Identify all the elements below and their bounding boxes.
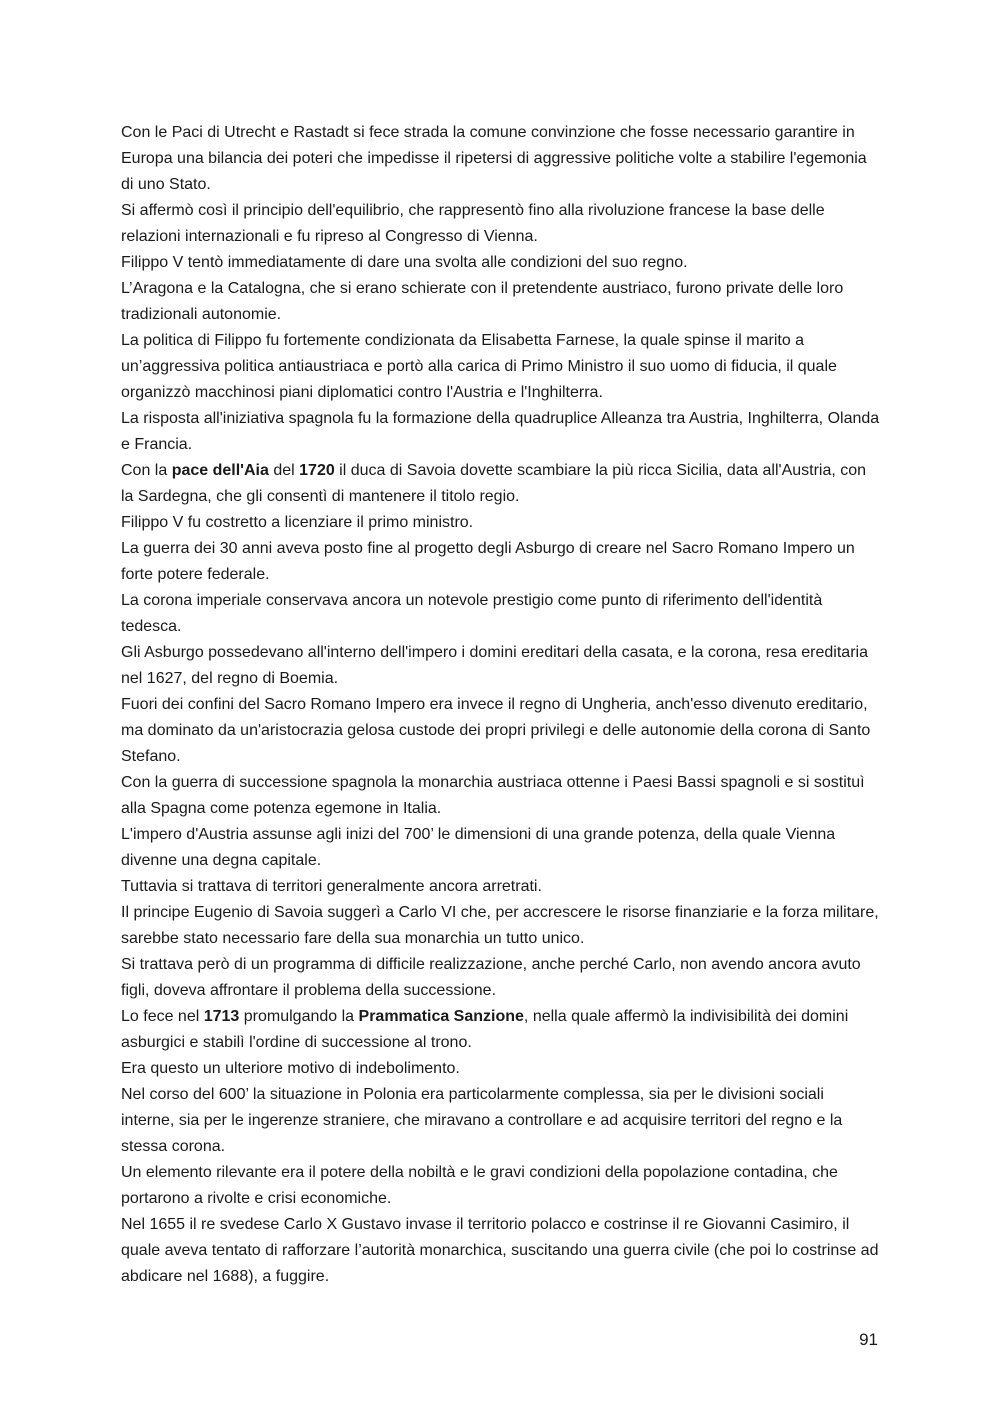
paragraph (121, 120, 881, 198)
paragraph (121, 1004, 881, 1056)
text-segment: Era questo un ulteriore motivo di indebolimento. (121, 1060, 460, 1077)
text-segment: Gli Asburgo possedevano all'interno dell'impero i domini ereditari della casata, e la corona, resa ereditaria nel 1627, del regno di Boemia. (121, 644, 868, 687)
paragraph (121, 1212, 881, 1290)
text-segment: Lo fece nel (121, 1008, 204, 1025)
paragraph (121, 1082, 881, 1160)
paragraph (121, 198, 881, 250)
text-segment: Tuttavia si trattava di territori generalmente ancora arretrati. (121, 878, 542, 895)
bold-text: 1720 (299, 462, 335, 479)
text-segment: Nel 1655 il re svedese Carlo X Gustavo invase il territorio polacco e costrinse il re Giovanni Casimiro, il quale aveva tentato di rafforzare l’autorità monarchica, suscitando una guerra civile (che poi lo costrinse ad abdicare nel 1688), a fuggire. (121, 1216, 879, 1285)
text-segment: Si affermò così il principio dell'equilibrio, che rappresentò fino alla rivoluzione francese la base delle relazioni internazionali e fu ripreso al Congresso di Vienna. (121, 202, 825, 245)
paragraph (121, 874, 881, 900)
text-segment: il duca di Savoia dovette scambiare la più ricca Sicilia, data all'Austria, con la Sardegna, che gli consentì di mantenere il titolo regio. (121, 462, 867, 505)
paragraph (121, 822, 881, 874)
paragraph (121, 328, 881, 406)
paragraph (121, 640, 881, 692)
paragraph (121, 1160, 881, 1212)
paragraph (121, 692, 881, 770)
paragraph (121, 250, 881, 276)
text-segment: Fuori dei confini del Sacro Romano Impero era invece il regno di Ungheria, anch'esso divenuto ereditario, ma dominato da un'aristocrazia gelosa custode dei propri privilegi e delle autonomie della corona di Santo Stefano. (121, 696, 871, 765)
text-segment: Con la guerra di successione spagnola la monarchia austriaca ottenne i Paesi Bassi spagnoli e si sostituì alla Spagna come potenza egemone in Italia. (121, 774, 865, 817)
bold-text: pace dell'Aia (171, 462, 269, 479)
text-segment: Si trattava però di un programma di difficile realizzazione, anche perché Carlo, non avendo ancora avuto figli, doveva affrontare il problema della successione. (121, 956, 861, 999)
text-segment: , nella quale affermò la indivisibilità dei domini asburgici e stabilì l'ordine di successione al trono. (121, 1008, 849, 1051)
paragraph (121, 770, 881, 822)
paragraph (121, 510, 881, 536)
text-segment: La risposta all'iniziativa spagnola fu la formazione della quadruplice Alleanza tra Austria, Inghilterra, Olanda e Francia. (121, 410, 880, 453)
bold-text: 1713 (203, 1008, 240, 1025)
text-segment: La guerra dei 30 anni aveva posto fine al progetto degli Asburgo di creare nel Sacro Romano Impero un forte potere federale. (121, 540, 855, 583)
body-text (121, 120, 881, 1290)
text-segment: L'impero d'Austria assunse agli inizi del 700’ le dimensioni di una grande potenza, della quale Vienna divenne una degna capitale. (121, 826, 836, 869)
text-segment: Un elemento rilevante era il potere della nobiltà e le gravi condizioni della popolazione contadina, che portarono a rivolte e crisi economiche. (121, 1164, 838, 1207)
paragraph (121, 952, 881, 1004)
paragraph (121, 1056, 881, 1082)
text-segment: promulgando la (239, 1008, 359, 1025)
paragraph (121, 536, 881, 588)
text-segment: Il principe Eugenio di Savoia suggerì a Carlo VI che, per accrescere le risorse finanziarie e la forza militare, sarebbe stato necessario fare della sua monarchia un tutto unico. (121, 904, 879, 947)
text-segment: L’Aragona e la Catalogna, che si erano schierate con il pretendente austriaco, furono private delle loro tradizionali autonomie. (121, 280, 844, 323)
text-segment: Filippo V fu costretto a licenziare il primo ministro. (121, 514, 474, 531)
text-segment: Nel corso del 600’ la situazione in Polonia era particolarmente complessa, sia per le divisioni sociali interne, sia per le ingerenze straniere, che miravano a controllare e ad acquisire territori del regno e la stessa corona. (121, 1086, 843, 1155)
paragraph (121, 588, 881, 640)
paragraph (121, 900, 881, 952)
page-number: 91 (859, 1330, 878, 1349)
text-segment: del (268, 462, 300, 479)
paragraph (121, 406, 881, 458)
text-segment: Con le Paci di Utrecht e Rastadt si fece strada la comune convinzione che fosse necessario garantire in Europa una bilancia dei poteri che impedisse il ripetersi di aggressive politiche volte a stabilire l'egemonia di uno Stato. (121, 124, 867, 193)
paragraph (121, 458, 881, 510)
text-segment: La politica di Filippo fu fortemente condizionata da Elisabetta Farnese, la quale spinse il marito a un’aggressiva politica antiaustriaca e portò alla carica di Primo Ministro il suo uomo di fiducia, il quale organizzò macchinosi piani diplomatici contro l'Austria e l'Inghilterra. (121, 332, 837, 401)
paragraph (121, 276, 881, 328)
text-segment: La corona imperiale conservava ancora un notevole prestigio come punto di riferimento dell'identità tedesca. (121, 592, 823, 635)
text-segment: Filippo V tentò immediatamente di dare una svolta alle condizioni del suo regno. (121, 254, 688, 271)
bold-text: Prammatica Sanzione (358, 1008, 524, 1025)
text-segment: Con la (121, 462, 172, 479)
